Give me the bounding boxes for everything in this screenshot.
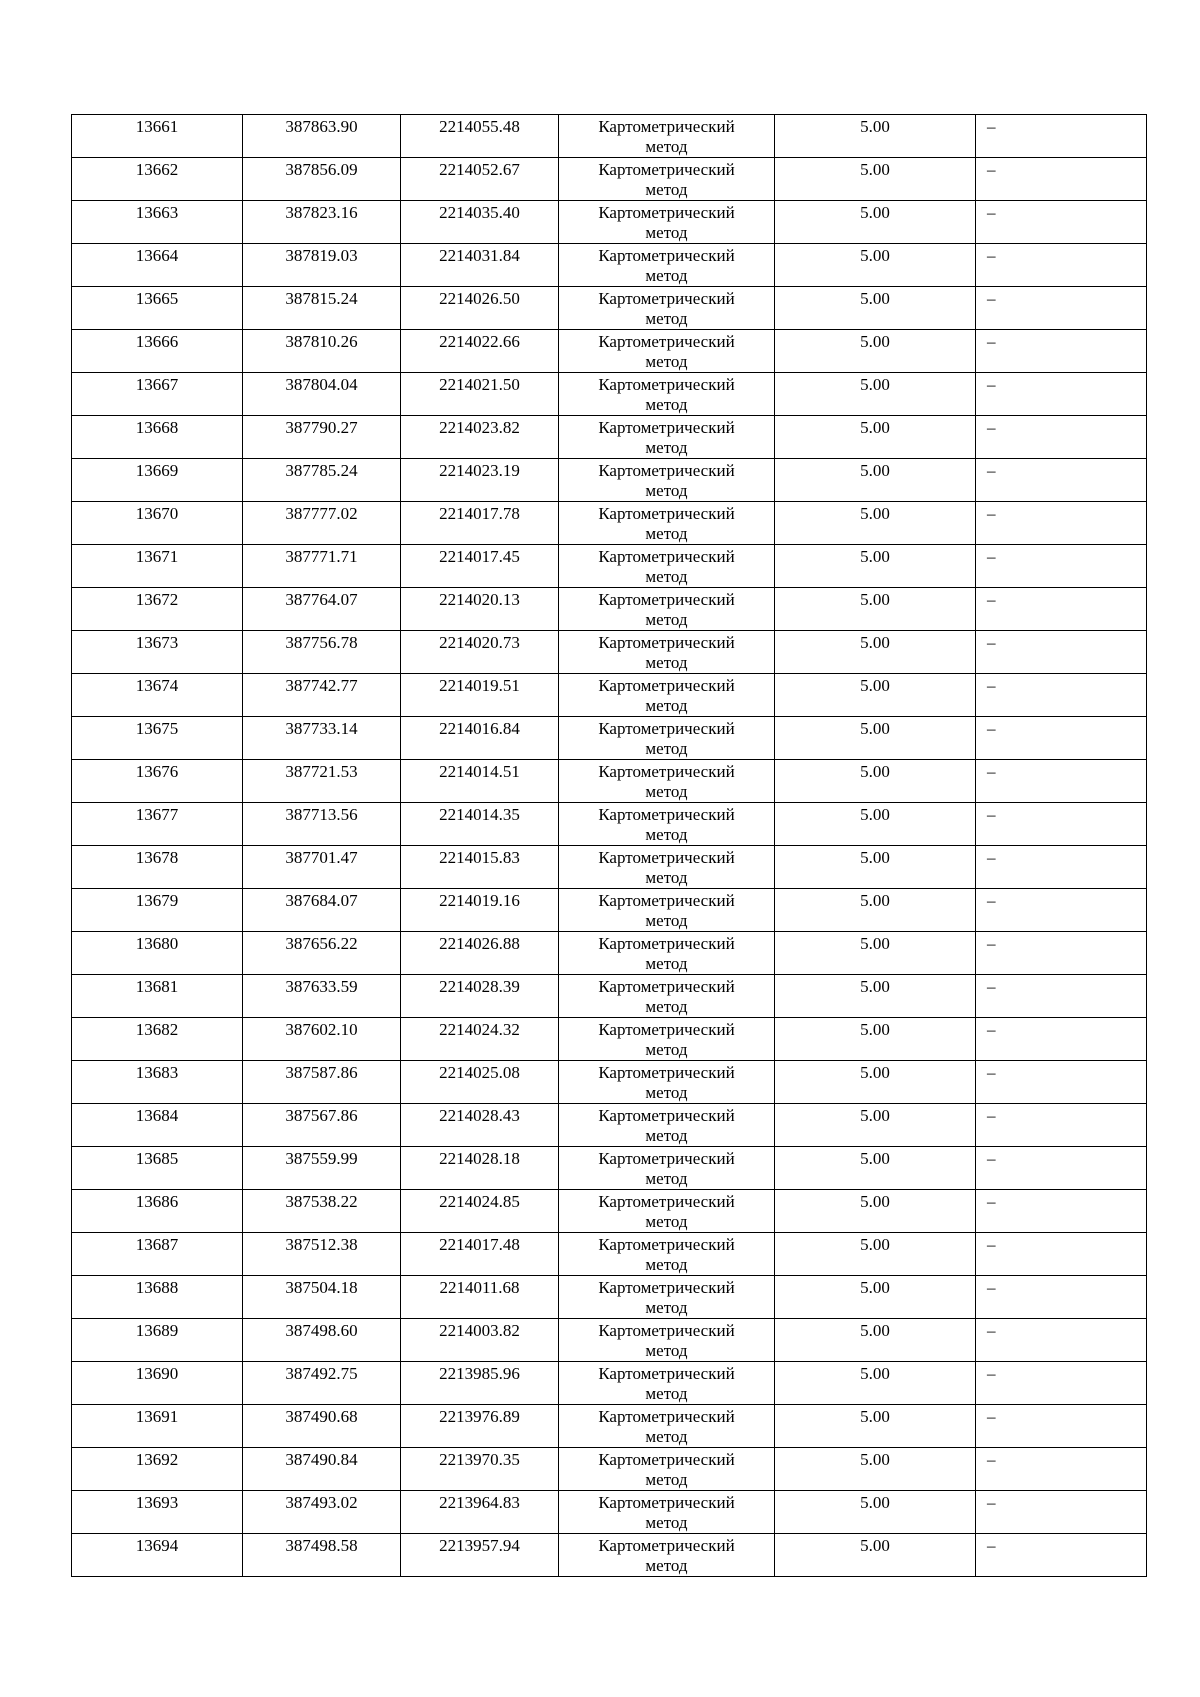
table-row [72,889,1147,932]
point-number-cell: 13680 [72,932,243,975]
method-cell [559,1018,775,1061]
table-row [72,1448,1147,1491]
method-cell [559,1147,775,1190]
y-coordinate-cell: 2214024.85 [401,1190,559,1233]
accuracy-cell: 5.00 [775,158,976,201]
x-coordinate-cell: 387490.84 [243,1448,401,1491]
accuracy-cell: 5.00 [775,1061,976,1104]
table-row [72,1405,1147,1448]
method-cell [559,287,775,330]
description-cell: – [976,1448,1147,1491]
coordinates-table-body [72,115,1147,1577]
point-number-cell: 13669 [72,459,243,502]
description-cell: – [976,287,1147,330]
y-coordinate-cell: 2214019.16 [401,889,559,932]
x-coordinate-cell: 387512.38 [243,1233,401,1276]
method-cell [559,803,775,846]
x-coordinate-cell: 387656.22 [243,932,401,975]
method-text: Картометрический метод [598,590,735,629]
y-coordinate-cell: 2214017.78 [401,502,559,545]
accuracy-cell: 5.00 [775,760,976,803]
accuracy-cell: 5.00 [775,717,976,760]
accuracy-cell: 5.00 [775,1147,976,1190]
description-cell: – [976,1018,1147,1061]
accuracy-cell: 5.00 [775,1362,976,1405]
point-number-cell: 13690 [72,1362,243,1405]
point-number-cell: 13687 [72,1233,243,1276]
x-coordinate-cell: 387602.10 [243,1018,401,1061]
description-cell: – [976,1147,1147,1190]
accuracy-cell: 5.00 [775,1448,976,1491]
method-cell [559,889,775,932]
accuracy-cell: 5.00 [775,975,976,1018]
y-coordinate-cell: 2214026.50 [401,287,559,330]
method-cell [559,1405,775,1448]
accuracy-cell: 5.00 [775,1190,976,1233]
method-cell [559,416,775,459]
method-text: Картометрический метод [598,246,735,285]
method-text: Картометрический метод [598,1235,735,1274]
method-cell [559,1104,775,1147]
description-cell: – [976,803,1147,846]
table-row [72,1018,1147,1061]
x-coordinate-cell: 387804.04 [243,373,401,416]
point-number-cell: 13692 [72,1448,243,1491]
point-number-cell: 13675 [72,717,243,760]
x-coordinate-cell: 387764.07 [243,588,401,631]
accuracy-cell: 5.00 [775,1319,976,1362]
y-coordinate-cell: 2213964.83 [401,1491,559,1534]
point-number-cell: 13678 [72,846,243,889]
table-row [72,631,1147,674]
description-cell: – [976,502,1147,545]
description-cell: – [976,201,1147,244]
y-coordinate-cell: 2214020.13 [401,588,559,631]
table-row [72,1233,1147,1276]
description-cell: – [976,932,1147,975]
y-coordinate-cell: 2214021.50 [401,373,559,416]
point-number-cell: 13672 [72,588,243,631]
description-cell: – [976,846,1147,889]
accuracy-cell: 5.00 [775,631,976,674]
y-coordinate-cell: 2214028.18 [401,1147,559,1190]
y-coordinate-cell: 2214011.68 [401,1276,559,1319]
table-row [72,158,1147,201]
point-number-cell: 13676 [72,760,243,803]
table-row [72,545,1147,588]
y-coordinate-cell: 2214015.83 [401,846,559,889]
x-coordinate-cell: 387504.18 [243,1276,401,1319]
table-row [72,1276,1147,1319]
table-row [72,846,1147,889]
accuracy-cell: 5.00 [775,932,976,975]
point-number-cell: 13677 [72,803,243,846]
table-row [72,502,1147,545]
point-number-cell: 13685 [72,1147,243,1190]
method-text: Картометрический метод [598,160,735,199]
point-number-cell: 13686 [72,1190,243,1233]
x-coordinate-cell: 387498.58 [243,1534,401,1577]
accuracy-cell: 5.00 [775,1405,976,1448]
accuracy-cell: 5.00 [775,803,976,846]
y-coordinate-cell: 2214028.39 [401,975,559,1018]
point-number-cell: 13667 [72,373,243,416]
accuracy-cell: 5.00 [775,502,976,545]
description-cell: – [976,459,1147,502]
method-cell [559,330,775,373]
accuracy-cell: 5.00 [775,1233,976,1276]
table-row [72,1061,1147,1104]
table-row [72,975,1147,1018]
table-row [72,588,1147,631]
point-number-cell: 13668 [72,416,243,459]
x-coordinate-cell: 387777.02 [243,502,401,545]
x-coordinate-cell: 387785.24 [243,459,401,502]
y-coordinate-cell: 2214017.45 [401,545,559,588]
method-text: Картометрический метод [598,977,735,1016]
description-cell: – [976,373,1147,416]
y-coordinate-cell: 2214055.48 [401,115,559,158]
point-number-cell: 13662 [72,158,243,201]
description-cell: – [976,889,1147,932]
description-cell: – [976,244,1147,287]
method-cell [559,244,775,287]
table-row [72,330,1147,373]
accuracy-cell: 5.00 [775,201,976,244]
method-text: Картометрический метод [598,1149,735,1188]
method-cell [559,1491,775,1534]
table-row [72,115,1147,158]
y-coordinate-cell: 2213970.35 [401,1448,559,1491]
y-coordinate-cell: 2214016.84 [401,717,559,760]
method-text: Картометрический метод [598,1321,735,1360]
method-text: Картометрический метод [598,504,735,543]
y-coordinate-cell: 2214052.67 [401,158,559,201]
description-cell: – [976,416,1147,459]
description-cell: – [976,631,1147,674]
description-cell: – [976,1190,1147,1233]
table-row [72,1104,1147,1147]
x-coordinate-cell: 387492.75 [243,1362,401,1405]
x-coordinate-cell: 387490.68 [243,1405,401,1448]
description-cell: – [976,1319,1147,1362]
table-row [72,717,1147,760]
accuracy-cell: 5.00 [775,889,976,932]
method-cell [559,1061,775,1104]
point-number-cell: 13694 [72,1534,243,1577]
table-row [72,201,1147,244]
y-coordinate-cell: 2214019.51 [401,674,559,717]
method-cell [559,201,775,244]
description-cell: – [976,1061,1147,1104]
y-coordinate-cell: 2214014.51 [401,760,559,803]
x-coordinate-cell: 387684.07 [243,889,401,932]
x-coordinate-cell: 387742.77 [243,674,401,717]
table-row [72,1190,1147,1233]
point-number-cell: 13683 [72,1061,243,1104]
y-coordinate-cell: 2214023.19 [401,459,559,502]
accuracy-cell: 5.00 [775,846,976,889]
table-row [72,803,1147,846]
accuracy-cell: 5.00 [775,287,976,330]
method-cell [559,932,775,975]
x-coordinate-cell: 387863.90 [243,115,401,158]
y-coordinate-cell: 2214014.35 [401,803,559,846]
description-cell: – [976,1491,1147,1534]
point-number-cell: 13664 [72,244,243,287]
method-text: Картометрический метод [598,332,735,371]
method-text: Картометрический метод [598,762,735,801]
description-cell: – [976,1233,1147,1276]
description-cell: – [976,674,1147,717]
description-cell: – [976,1534,1147,1577]
method-cell [559,502,775,545]
table-row [72,1491,1147,1534]
method-cell [559,1319,775,1362]
method-text: Картометрический метод [598,1278,735,1317]
y-coordinate-cell: 2214024.32 [401,1018,559,1061]
y-coordinate-cell: 2214031.84 [401,244,559,287]
method-cell [559,631,775,674]
method-cell [559,674,775,717]
accuracy-cell: 5.00 [775,416,976,459]
method-text: Картометрический метод [598,1106,735,1145]
x-coordinate-cell: 387771.71 [243,545,401,588]
point-number-cell: 13666 [72,330,243,373]
method-cell [559,1362,775,1405]
point-number-cell: 13671 [72,545,243,588]
accuracy-cell: 5.00 [775,459,976,502]
accuracy-cell: 5.00 [775,1534,976,1577]
method-cell [559,1534,775,1577]
x-coordinate-cell: 387498.60 [243,1319,401,1362]
x-coordinate-cell: 387733.14 [243,717,401,760]
method-text: Картометрический метод [598,1536,735,1575]
point-number-cell: 13691 [72,1405,243,1448]
table-row [72,459,1147,502]
method-text: Картометрический метод [598,1192,735,1231]
y-coordinate-cell: 2214022.66 [401,330,559,373]
accuracy-cell: 5.00 [775,1491,976,1534]
accuracy-cell: 5.00 [775,1104,976,1147]
accuracy-cell: 5.00 [775,674,976,717]
x-coordinate-cell: 387756.78 [243,631,401,674]
method-cell [559,846,775,889]
table-row [72,416,1147,459]
method-text: Картометрический метод [598,1063,735,1102]
table-row [72,1147,1147,1190]
y-coordinate-cell: 2214025.08 [401,1061,559,1104]
y-coordinate-cell: 2213957.94 [401,1534,559,1577]
table-row [72,674,1147,717]
point-number-cell: 13670 [72,502,243,545]
description-cell: – [976,1276,1147,1319]
y-coordinate-cell: 2213976.89 [401,1405,559,1448]
method-cell [559,373,775,416]
method-cell [559,975,775,1018]
y-coordinate-cell: 2214026.88 [401,932,559,975]
y-coordinate-cell: 2214035.40 [401,201,559,244]
method-text: Картометрический метод [598,719,735,758]
description-cell: – [976,1362,1147,1405]
method-text: Картометрический метод [598,547,735,586]
point-number-cell: 13693 [72,1491,243,1534]
method-cell [559,158,775,201]
x-coordinate-cell: 387633.59 [243,975,401,1018]
x-coordinate-cell: 387810.26 [243,330,401,373]
point-number-cell: 13689 [72,1319,243,1362]
description-cell: – [976,1104,1147,1147]
point-number-cell: 13661 [72,115,243,158]
method-text: Картометрический метод [598,461,735,500]
x-coordinate-cell: 387823.16 [243,201,401,244]
method-text: Картометрический метод [598,117,735,156]
method-text: Картометрический метод [598,934,735,973]
table-row [72,1534,1147,1577]
description-cell: – [976,158,1147,201]
method-cell [559,1190,775,1233]
x-coordinate-cell: 387721.53 [243,760,401,803]
point-number-cell: 13682 [72,1018,243,1061]
coordinates-table [71,114,1147,1577]
accuracy-cell: 5.00 [775,330,976,373]
point-number-cell: 13665 [72,287,243,330]
method-cell [559,545,775,588]
method-text: Картометрический метод [598,418,735,457]
description-cell: – [976,115,1147,158]
method-text: Картометрический метод [598,805,735,844]
x-coordinate-cell: 387856.09 [243,158,401,201]
y-coordinate-cell: 2214023.82 [401,416,559,459]
method-cell [559,1448,775,1491]
y-coordinate-cell: 2214017.48 [401,1233,559,1276]
method-cell [559,1233,775,1276]
table-row [72,1362,1147,1405]
table-row [72,287,1147,330]
table-row [72,760,1147,803]
y-coordinate-cell: 2214003.82 [401,1319,559,1362]
table-row [72,244,1147,287]
point-number-cell: 13674 [72,674,243,717]
x-coordinate-cell: 387790.27 [243,416,401,459]
accuracy-cell: 5.00 [775,1276,976,1319]
accuracy-cell: 5.00 [775,373,976,416]
method-cell [559,115,775,158]
method-text: Картометрический метод [598,1020,735,1059]
method-cell [559,717,775,760]
method-text: Картометрический метод [598,375,735,414]
method-text: Картометрический метод [598,1450,735,1489]
method-text: Картометрический метод [598,848,735,887]
method-cell [559,760,775,803]
x-coordinate-cell: 387701.47 [243,846,401,889]
method-text: Картометрический метод [598,203,735,242]
x-coordinate-cell: 387815.24 [243,287,401,330]
method-text: Картометрический метод [598,1493,735,1532]
method-text: Картометрический метод [598,1364,735,1403]
description-cell: – [976,588,1147,631]
method-text: Картометрический метод [598,633,735,672]
description-cell: – [976,545,1147,588]
method-text: Картометрический метод [598,1407,735,1446]
x-coordinate-cell: 387567.86 [243,1104,401,1147]
method-cell [559,588,775,631]
point-number-cell: 13673 [72,631,243,674]
point-number-cell: 13679 [72,889,243,932]
y-coordinate-cell: 2214020.73 [401,631,559,674]
method-cell [559,459,775,502]
x-coordinate-cell: 387819.03 [243,244,401,287]
point-number-cell: 13688 [72,1276,243,1319]
y-coordinate-cell: 2214028.43 [401,1104,559,1147]
accuracy-cell: 5.00 [775,1018,976,1061]
method-text: Картометрический метод [598,289,735,328]
table-row [72,932,1147,975]
x-coordinate-cell: 387713.56 [243,803,401,846]
accuracy-cell: 5.00 [775,588,976,631]
description-cell: – [976,1405,1147,1448]
description-cell: – [976,760,1147,803]
description-cell: – [976,975,1147,1018]
x-coordinate-cell: 387587.86 [243,1061,401,1104]
method-text: Картометрический метод [598,676,735,715]
y-coordinate-cell: 2213985.96 [401,1362,559,1405]
description-cell: – [976,330,1147,373]
table-row [72,373,1147,416]
method-text: Картометрический метод [598,891,735,930]
accuracy-cell: 5.00 [775,115,976,158]
accuracy-cell: 5.00 [775,244,976,287]
point-number-cell: 13663 [72,201,243,244]
table-row [72,1319,1147,1362]
point-number-cell: 13684 [72,1104,243,1147]
x-coordinate-cell: 387493.02 [243,1491,401,1534]
x-coordinate-cell: 387559.99 [243,1147,401,1190]
x-coordinate-cell: 387538.22 [243,1190,401,1233]
method-cell [559,1276,775,1319]
description-cell: – [976,717,1147,760]
point-number-cell: 13681 [72,975,243,1018]
accuracy-cell: 5.00 [775,545,976,588]
